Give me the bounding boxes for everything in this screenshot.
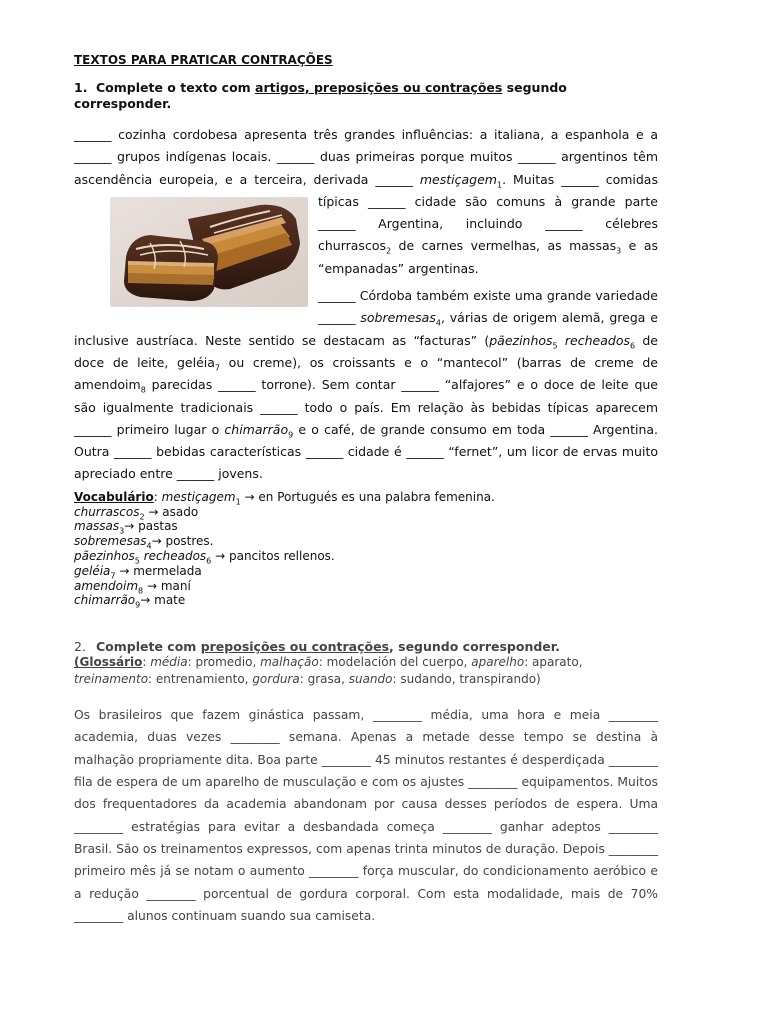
alfajor-image — [110, 197, 308, 307]
footnote-2: 2 — [385, 246, 392, 256]
vocab-term: massas — [74, 519, 120, 534]
arrow-right-icon: → — [140, 593, 151, 608]
section2-heading — [74, 639, 658, 654]
section1-paragraph-b — [74, 285, 658, 486]
glossary-term: suando — [348, 672, 393, 687]
section1-paragraph-a — [74, 124, 658, 486]
section1-heading — [74, 80, 658, 112]
glossary-def: aparato, — [532, 655, 583, 670]
vocab-term: chimarrão — [74, 593, 136, 608]
term-sobremesas: sobremesas — [360, 310, 436, 326]
section2-heading-end: , segundo corresponder. — [389, 639, 560, 655]
glossary-def: modelación del cuerpo, — [326, 655, 472, 670]
text-run: de carnes vermelhas, as massas — [391, 238, 617, 254]
glossary-def: grasa, — [307, 672, 349, 687]
vocab-term: recheados — [139, 548, 207, 563]
vocab-term: churrascos — [74, 504, 140, 519]
vocab-term: pãezinhos — [74, 548, 135, 563]
vocab-sub: 7 — [110, 571, 116, 581]
term-recheados: recheados — [557, 332, 630, 348]
section1-number: 1. — [74, 80, 88, 95]
section2-paragraph: Os brasileiros que fazem ginástica passam, ________ média, uma hora e meia ________ academia, duas vezes ________ semana. Apenas a metade desse tempo se destina à malhação propriamente dita. Boa parte ________ 45 minutos restantes é desperdiçada ________ fila de espera de um aparelho de musculação e com os ajustes ________ equipamentos. Muitos dos frequentadores da academia abandonam por causa desses períodos de espera. Uma ________ estratégias para evitar a desbandada começa ________ ganhar adeptos ________ Brasil. São os treinamentos expressos, com apenas trinta minutos de duração. Depois ________ primeiro mês já se notam o aumento ________ força muscular, do condicionamento aeróbico e a redução ________ porcentual de gordura corporal. Com esta modalidade, mais de 70% ________ alunos continuam suando sua camiseta. — [74, 708, 658, 923]
section1-heading-underlined: artigos, preposições ou contrações — [255, 80, 503, 95]
vocab-item — [74, 549, 658, 564]
vocab-meaning: maní — [160, 578, 191, 593]
text-run: ou creme), os croissants e o “mantecol” (barras de creme de amendoim — [74, 354, 658, 393]
glossary: (Glossário: média: promedio, malhação: modelación del cuerpo, aparelho: aparato, treinamento: entrenamiento, gordura: grasa, suando: sudando, transpirando) — [74, 655, 583, 687]
section2-heading-underlined: preposições ou contrações — [200, 639, 390, 655]
text-run: ______ Córdoba também existe uma grande variedade ______ — [318, 288, 658, 326]
alfajor-photo — [110, 197, 308, 307]
footnote-8: 8 — [140, 385, 146, 395]
text-run: . Muitas ______ comidas típicas ______ cidade são — [318, 171, 658, 209]
document-title: TEXTOS PARA PRATICAR CONTRAÇÕES — [74, 53, 333, 67]
vocab-sub: 1 — [235, 497, 241, 507]
glossary-def: sudando, transpirando) — [400, 672, 541, 687]
vocab-sub: 3 — [119, 526, 125, 536]
footnote-1: 1 — [496, 180, 503, 190]
vocab-term: sobremesas — [74, 534, 147, 549]
arrow-right-icon: → — [146, 578, 157, 593]
vocab-item — [74, 593, 658, 608]
vocab-sub: 2 — [139, 511, 145, 521]
vocab-meaning: postres. — [165, 534, 214, 549]
arrow-right-icon: → — [215, 548, 226, 563]
vocab-meaning: asado — [162, 504, 199, 519]
vocab-item — [74, 564, 658, 579]
vocab-sub: 5 — [134, 556, 140, 566]
vocab-meaning: pancitos rellenos. — [228, 548, 335, 563]
vocab-meaning: mate — [154, 593, 186, 608]
vocab-item — [74, 519, 658, 534]
text-run: de doce de leite, geléia — [74, 332, 658, 370]
vocab-item — [74, 534, 658, 549]
text-run: , várias de origem alemã, grega e inclusive austríaca. Neste sentido se destacam as “facturas” ( — [74, 310, 658, 348]
vocab-meaning: pastas — [138, 519, 178, 534]
footnote-7: 7 — [214, 363, 220, 373]
section1-heading-text: Complete o texto com — [96, 80, 256, 95]
term-mesticagem: mestiçagem — [419, 171, 497, 187]
arrow-right-icon: → — [148, 504, 159, 519]
section1-heading-end: segundo corresponder. — [74, 80, 567, 111]
vocab-sub: 4 — [146, 541, 152, 551]
vocab-item — [74, 505, 658, 520]
footnote-3: 3 — [616, 246, 622, 256]
text-run: e o café, de grande consumo em toda ______ Argentina. Outra ______ bebidas características ______ cidade é ______ “fernet”, um licor de ervas muito apreciado entre ______ jovens. — [74, 421, 659, 482]
vocab-item — [74, 579, 658, 594]
glossary-def: entrenamiento, — [155, 672, 253, 687]
term-paezinhos: pãezinhos — [489, 332, 553, 348]
footnote-6: 6 — [630, 341, 636, 351]
glossary-term: malhação — [260, 655, 319, 670]
text-run: comuns à grande parte ______ Argentina, incluindo ______ célebres churrascos — [318, 193, 658, 254]
footnote-4: 4 — [435, 318, 441, 328]
text-run: parecidas ______ torrone). Sem contar ______ “alfajores” e o doce de leite que são igualmente tradicionais ______ todo o país. Em relação às bebidas típicas aparecem ______ primeiro lugar o — [74, 377, 658, 437]
arrow-right-icon: → — [119, 563, 130, 578]
vocab-item: Vocabulário: mestiçagem$_1$ → en Portugués es una palabra femenina. — [74, 489, 495, 507]
arrow-right-icon: → — [244, 489, 255, 504]
term-chimarrao: chimarrão — [224, 421, 289, 437]
vocab-sub: 8 — [138, 585, 144, 595]
text-run: e as “empanadas” argentinas. — [318, 238, 658, 276]
arrow-right-icon: → — [151, 534, 162, 549]
glossary-label: (Glossário — [74, 655, 143, 670]
footnote-9: 9 — [288, 430, 294, 440]
vocab-term: geléia — [74, 563, 111, 578]
section2-number: 2. — [74, 639, 86, 655]
document-page — [74, 44, 658, 927]
vocabulary-list — [74, 490, 658, 608]
footnote-5: 5 — [552, 341, 558, 351]
vocab-term: mestiçagem — [161, 489, 236, 504]
vocab-meaning: mermelada — [133, 563, 202, 578]
glossary-def: promedio, — [195, 655, 261, 670]
glossary-term: aparelho — [471, 655, 525, 670]
glossary-term: média — [150, 655, 188, 670]
vocab-meaning: en Portugués es una palabra femenina. — [258, 489, 495, 504]
glossary-term: treinamento — [74, 672, 149, 687]
vocab-sub: 9 — [135, 600, 141, 610]
text-run: ______ cozinha cordobesa apresenta três grandes influências: a italiana, a espanhola e a ______ grupos indígenas locais. ______ duas primeiras porque muitos ______ argentinos têm ascendência europeia, e a terceira, derivada ______ — [74, 127, 658, 187]
vocab-heading: Vocabulário — [74, 489, 154, 504]
vocab-term: amendoim — [74, 578, 139, 593]
vocab-sub: 6 — [206, 556, 212, 566]
glossary-term: gordura — [252, 672, 300, 687]
section2-heading-text: Complete com — [96, 639, 201, 655]
arrow-right-icon: → — [124, 519, 135, 534]
